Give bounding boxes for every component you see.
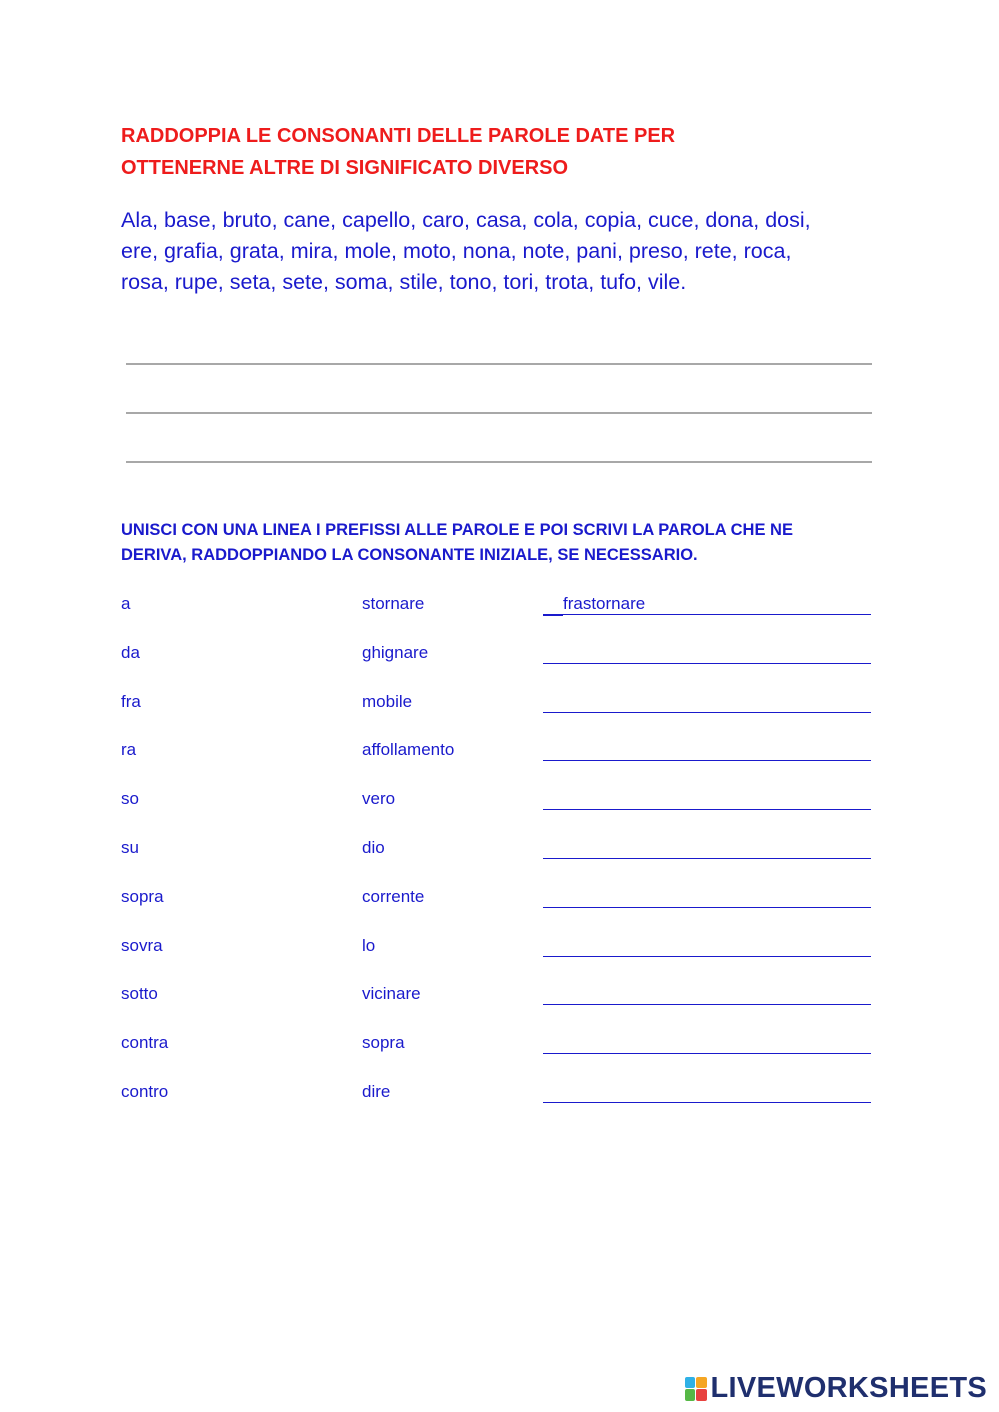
exercise2-title-line1: UNISCI CON UNA LINEA I PREFISSI ALLE PAROLE E POI SCRIVI LA PAROLA CHE NE (121, 521, 793, 539)
prefix-cell[interactable]: contra (121, 1033, 169, 1053)
answer-field[interactable] (543, 1082, 871, 1103)
table-row (0, 1078, 999, 1127)
exercise1-title-line1: RADDOPPIA LE CONSONANTI DELLE PAROLE DATE PER (121, 125, 676, 147)
answer-field[interactable] (543, 936, 871, 957)
prefix-cell[interactable]: sovra (121, 935, 163, 955)
answer-field[interactable] (543, 692, 871, 713)
word-cell[interactable]: affollamento (362, 740, 455, 760)
liveworksheets-logo-icon (685, 1377, 707, 1401)
brand-wordmark: LIVEWORKSHEETS (710, 1372, 987, 1404)
table-row (0, 883, 999, 932)
word-list-line3: rosa, rupe, seta, sete, soma, stile, tono, tori, trota, tufo, vile. (121, 270, 687, 294)
word-list-line1: Ala, base, bruto, cane, capello, caro, casa, cola, copia, cuce, dona, dosi, (121, 208, 811, 232)
exercise1-title (121, 120, 881, 184)
prefix-cell[interactable]: sopra (121, 886, 164, 906)
table-row (0, 688, 999, 737)
word-cell[interactable]: sopra (362, 1033, 405, 1053)
prefix-cell[interactable]: so (121, 789, 139, 809)
liveworksheets-brand[interactable] (685, 1372, 988, 1405)
table-row (0, 639, 999, 688)
prefix-cell[interactable]: ra (121, 740, 137, 760)
table-row (0, 590, 999, 639)
answer-field[interactable] (543, 838, 871, 859)
word-cell[interactable]: ghignare (362, 642, 429, 662)
exercise1-word-list (121, 205, 901, 298)
prefix-cell[interactable]: fra (121, 691, 141, 711)
answer-line-3[interactable] (126, 461, 872, 463)
prefix-cell[interactable]: sotto (121, 984, 158, 1004)
exercise1-title-line2: OTTENERNE ALTRE DI SIGNIFICATO DIVERSO (121, 157, 569, 179)
answer-line-2[interactable] (126, 412, 872, 414)
word-cell[interactable]: vicinare (362, 984, 421, 1004)
word-cell[interactable]: vero (362, 789, 396, 809)
prefix-cell[interactable]: contro (121, 1081, 169, 1101)
answer-field[interactable] (543, 984, 871, 1005)
answer-field[interactable] (543, 789, 871, 810)
word-list-line2: ere, grafia, grata, mira, mole, moto, nona, note, pani, preso, rete, roca, (121, 239, 792, 263)
answer-field[interactable] (543, 887, 871, 908)
answer-line-1[interactable] (126, 363, 872, 365)
table-row (0, 980, 999, 1029)
answer-field[interactable] (543, 643, 871, 664)
word-cell[interactable]: corrente (362, 886, 425, 906)
answer-field[interactable] (543, 740, 871, 761)
table-row (0, 932, 999, 981)
answer-underline-lead (543, 615, 563, 616)
table-row (0, 785, 999, 834)
table-row (0, 736, 999, 785)
word-cell[interactable]: stornare (362, 594, 425, 613)
prefix-cell[interactable]: su (121, 837, 139, 857)
exercise2-title (121, 518, 901, 568)
prefix-cell[interactable]: da (121, 642, 140, 662)
answer-field[interactable] (543, 594, 871, 615)
table-row (0, 834, 999, 883)
answer-text: frastornare (563, 594, 646, 613)
word-cell[interactable]: mobile (362, 691, 413, 711)
answer-field[interactable] (543, 1033, 871, 1054)
exercise2-title-line2: DERIVA, RADDOPPIANDO LA CONSONANTE INIZIALE, SE NECESSARIO. (121, 546, 698, 564)
prefix-match-table (0, 590, 999, 1127)
word-cell[interactable]: dio (362, 837, 385, 857)
word-cell[interactable]: dire (362, 1081, 391, 1101)
table-row (0, 1029, 999, 1078)
prefix-cell[interactable]: a (121, 594, 131, 613)
word-cell[interactable]: lo (362, 935, 376, 955)
